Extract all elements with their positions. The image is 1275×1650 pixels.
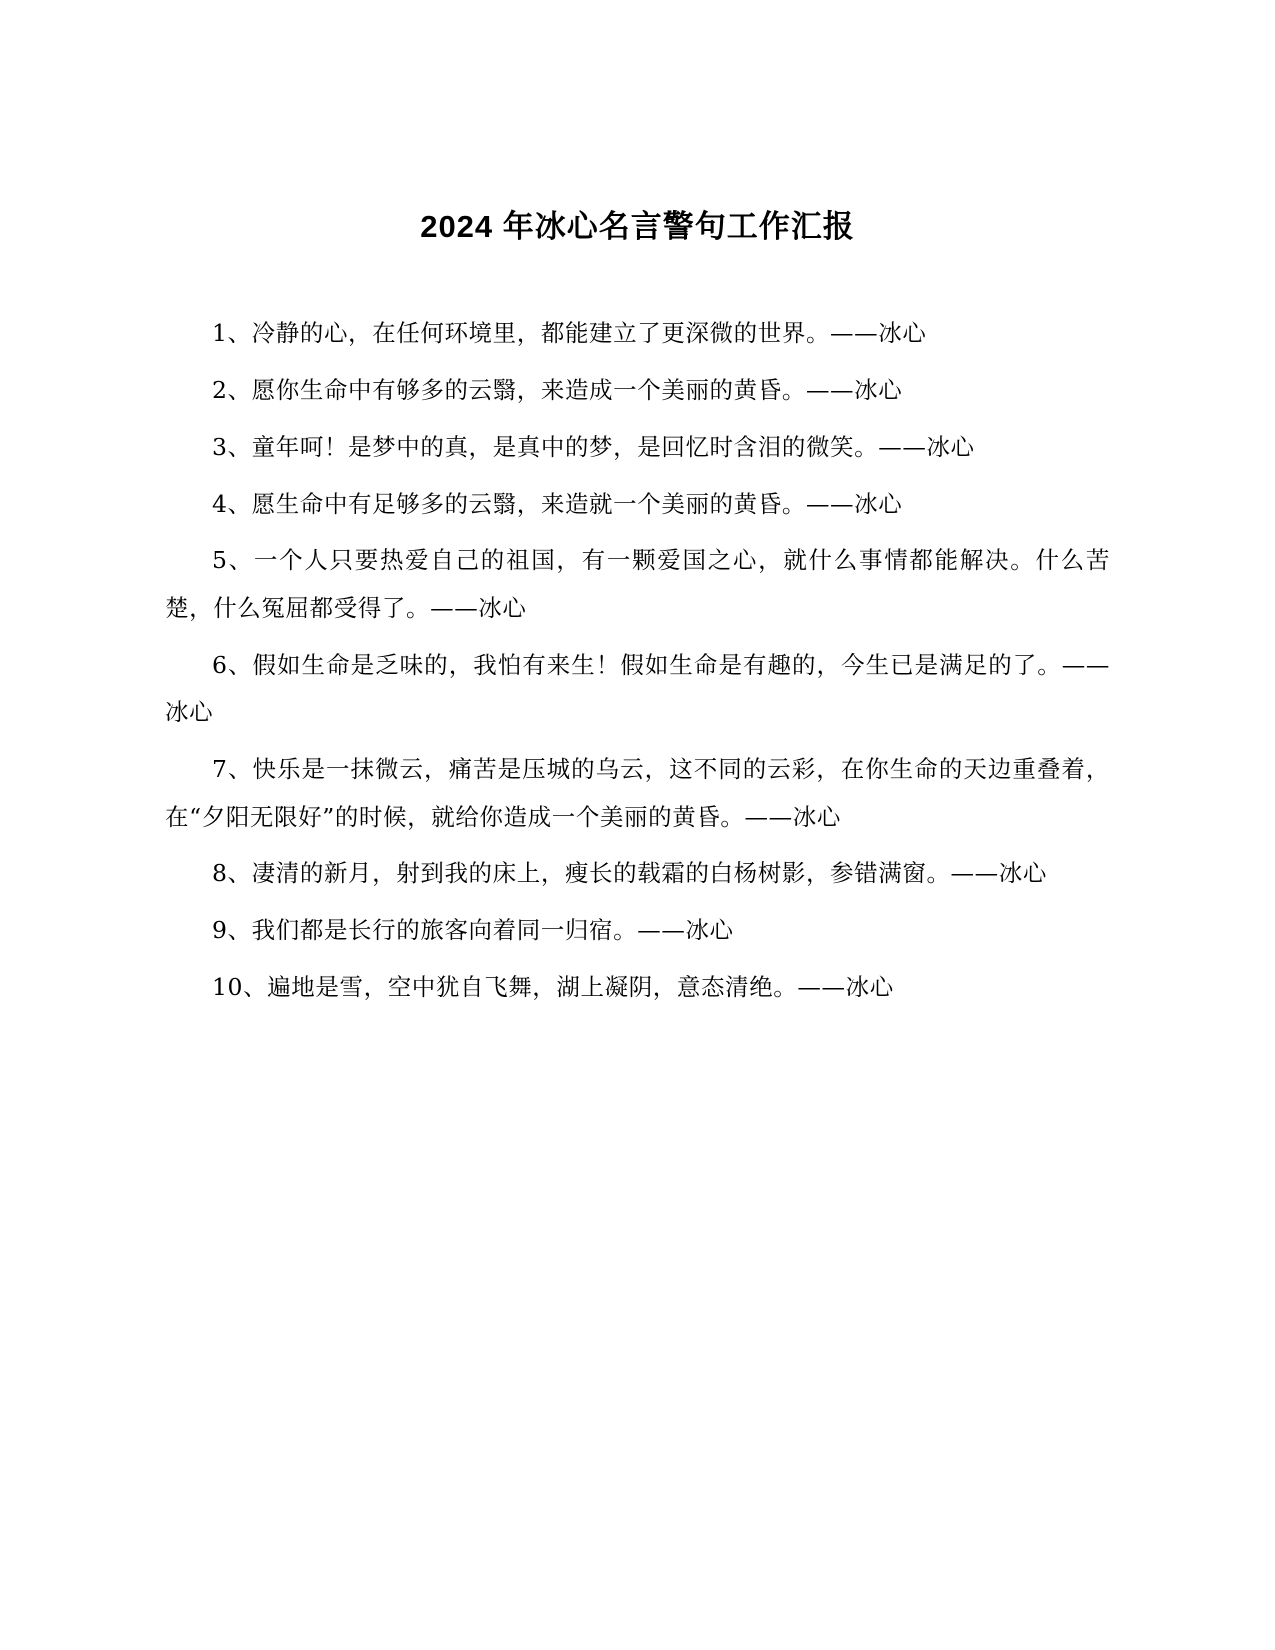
paragraph: 5、一个人只要热爱自己的祖国，有一颗爱国之心，就什么事情都能解决。什么苦楚，什么冤屈都受得了。——冰心 — [165, 546, 1110, 622]
paragraph: 6、假如生命是乏味的，我怕有来生！假如生命是有趣的，今生已是满足的了。——冰心 — [165, 650, 1110, 727]
page-title: 2024 年冰心名言警句工作汇报 — [420, 209, 855, 244]
paragraph: 9、我们都是长行的旅客向着同一归宿。——冰心 — [212, 916, 734, 945]
paragraph: 8、凄清的新月，射到我的床上，瘦长的载霜的白杨树影，参错满窗。——冰心 — [212, 859, 1047, 888]
paragraph: 3、童年呵！是梦中的真，是真中的梦，是回忆时含泪的微笑。——冰心 — [212, 432, 975, 461]
document-body — [165, 310, 1110, 1011]
paragraph: 4、愿生命中有足够多的云翳，来造就一个美丽的黄昏。——冰心 — [212, 489, 903, 518]
paragraph: 1、冷静的心，在任何环境里，都能建立了更深微的世界。——冰心 — [212, 319, 927, 348]
paragraph: 10、遍地是雪，空中犹自飞舞，湖上凝阴，意态清绝。——冰心 — [212, 972, 894, 1001]
paragraph: 7、快乐是一抹微云，痛苦是压城的乌云，这不同的云彩，在你生命的天边重叠着，在“夕阳无限好”的时候，就给你造成一个美丽的黄昏。——冰心 — [165, 755, 1110, 831]
paragraph: 2、愿你生命中有够多的云翳，来造成一个美丽的黄昏。——冰心 — [212, 376, 903, 405]
